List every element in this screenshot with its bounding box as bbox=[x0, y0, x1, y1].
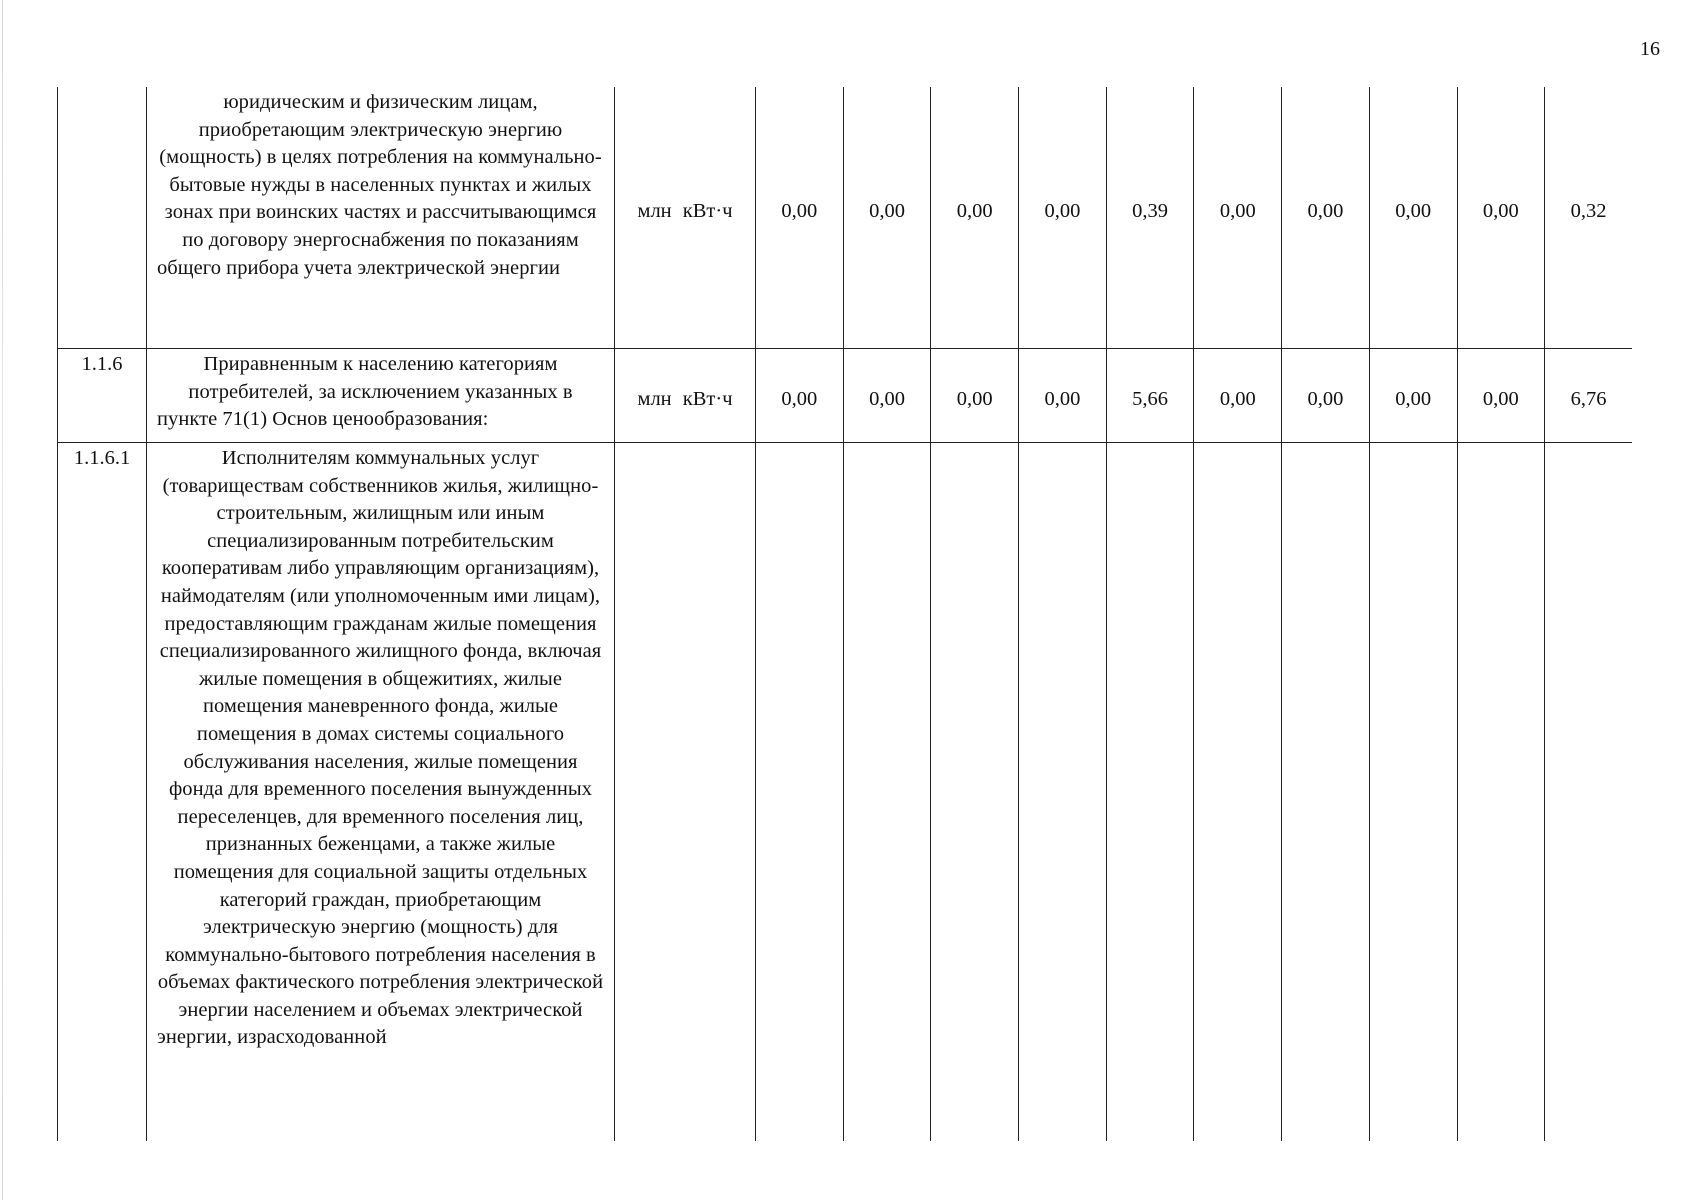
value-cell: 0,00 bbox=[1194, 87, 1282, 349]
row-description: Приравненным к населению категориям потребителей, за исключением указанных в пункте 71(1) Основ ценообразования: bbox=[147, 349, 615, 443]
value-cell: 0,00 bbox=[1194, 349, 1282, 443]
value-cell bbox=[1369, 443, 1457, 1142]
value-cell: 0,00 bbox=[1369, 349, 1457, 443]
value-cell bbox=[1106, 443, 1194, 1142]
value-cell: 0,00 bbox=[1019, 349, 1107, 443]
value-cell bbox=[1545, 443, 1632, 1142]
row-unit: млн кВт·ч bbox=[615, 87, 756, 349]
value-cell bbox=[843, 443, 931, 1142]
table-row bbox=[58, 87, 1633, 349]
value-cell: 0,00 bbox=[843, 349, 931, 443]
value-cell: 5,66 bbox=[1106, 349, 1194, 443]
table-row bbox=[58, 443, 1633, 1142]
value-cell bbox=[1019, 443, 1107, 1142]
value-cell: 0,00 bbox=[931, 87, 1019, 349]
table-container bbox=[57, 87, 1632, 1141]
row-unit bbox=[615, 443, 756, 1142]
page-number: 16 bbox=[1640, 38, 1660, 60]
scan-edge bbox=[2, 0, 3, 1200]
value-cell: 0,00 bbox=[1457, 87, 1545, 349]
value-cell: 0,00 bbox=[756, 87, 844, 349]
value-cell bbox=[931, 443, 1019, 1142]
value-cell: 0,00 bbox=[931, 349, 1019, 443]
value-cell: 0,39 bbox=[1106, 87, 1194, 349]
value-cell: 0,00 bbox=[1282, 87, 1370, 349]
table-row bbox=[58, 349, 1633, 443]
value-cell bbox=[1194, 443, 1282, 1142]
value-cell: 0,00 bbox=[1457, 349, 1545, 443]
value-cell: 0,00 bbox=[1369, 87, 1457, 349]
row-number: 1.1.6 bbox=[58, 349, 147, 443]
data-table bbox=[57, 87, 1632, 1141]
row-description: Исполнителям коммунальных услуг (товариществам собственников жилья, жилищно-строительным, жилищным или иным специализированным потребительским кооперативам либо управляющим организациям), наймодателям (или уполномоченным ими лицам), предоставляющим гражданам жилые помещения специализированного жилищного фонда, включая жилые помещения в общежитиях, жилые помещения маневренного фонда, жилые помещения в домах системы социального обслуживания населения, жилые помещения фонда для временного поселения вынужденных переселенцев, для временного поселения лиц, признанных беженцами, а также жилые помещения для социальной защиты отдельных категорий граждан, приобретающим электрическую энергию (мощность) для коммунально-бытового потребления населения в объемах фактического потребления электрической энергии населением и объемах электрической энергии, израсходованной bbox=[147, 443, 615, 1142]
value-cell: 0,00 bbox=[1019, 87, 1107, 349]
value-cell bbox=[1282, 443, 1370, 1142]
value-cell: 0,00 bbox=[1282, 349, 1370, 443]
value-cell: 0,00 bbox=[756, 349, 844, 443]
row-number: 1.1.6.1 bbox=[58, 443, 147, 1142]
value-cell bbox=[756, 443, 844, 1142]
value-cell: 0,00 bbox=[843, 87, 931, 349]
row-description: юридическим и физическим лицам, приобретающим электрическую энергию (мощность) в целях потребления на коммунально-бытовые нужды в населенных пунктах и жилых зонах при воинских частях и рассчитывающимся по договору энергоснабжения по показаниям общего прибора учета электрической энергии bbox=[147, 87, 615, 349]
row-number bbox=[58, 87, 147, 349]
value-cell bbox=[1457, 443, 1545, 1142]
row-unit: млн кВт·ч bbox=[615, 349, 756, 443]
value-cell: 0,32 bbox=[1545, 87, 1632, 349]
value-cell: 6,76 bbox=[1545, 349, 1632, 443]
